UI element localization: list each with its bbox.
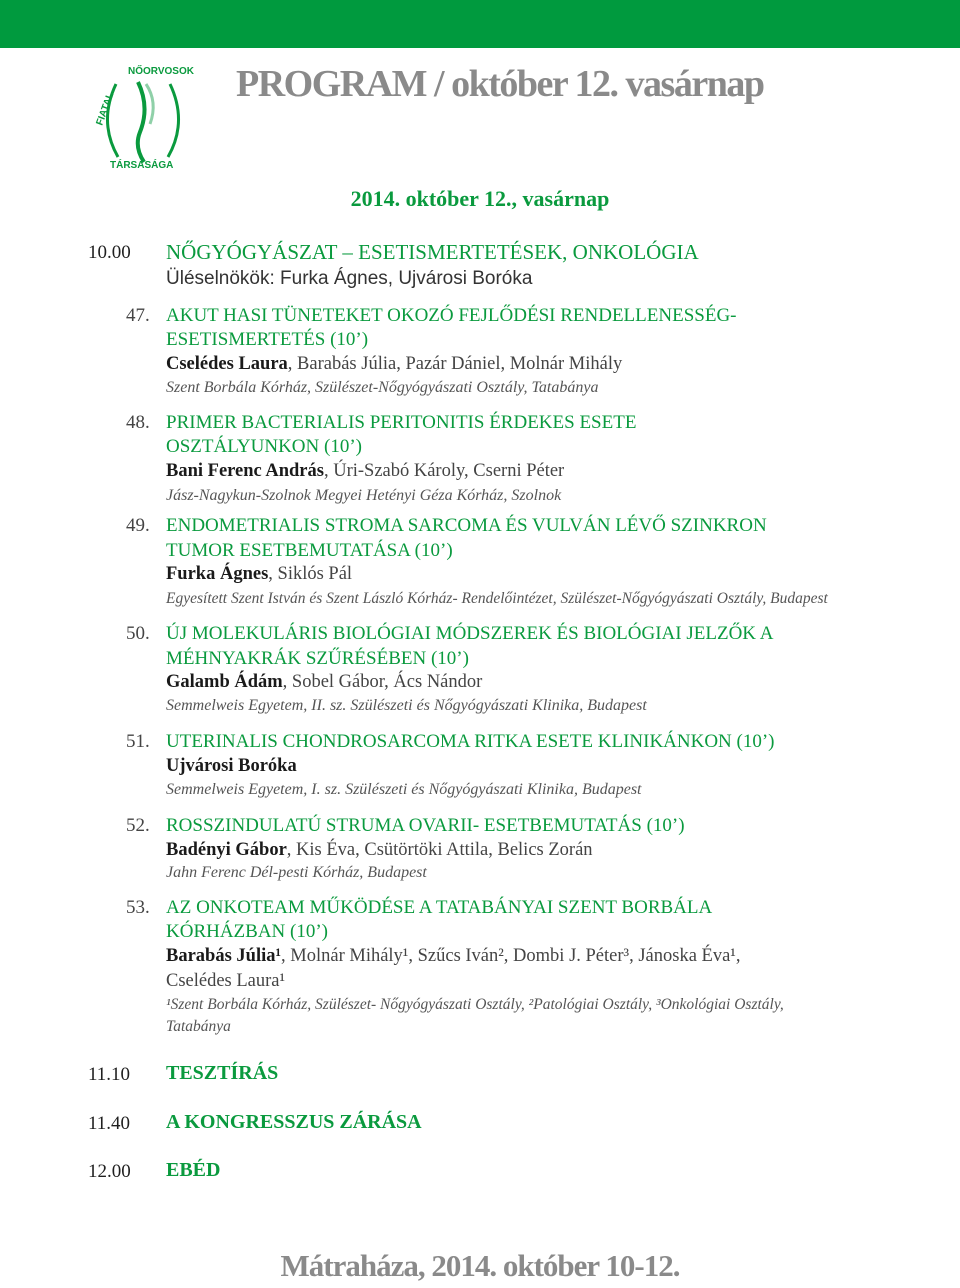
closing-time: 11.40	[88, 1113, 131, 1134]
talk-number: 49.	[126, 515, 150, 536]
talk-number: 47.	[126, 305, 150, 326]
svg-text:FIATAL: FIATAL	[94, 91, 117, 128]
talk-institution: Szent Borbála Kórház, Szülészet-Nőgyógyászati Osztály, Tatabánya	[166, 379, 599, 396]
footer-venue: Mátraháza, 2014. október 10-12.	[280, 1248, 680, 1283]
talk-institution-line2: Tatabánya	[166, 1018, 231, 1035]
date-heading: 2014. október 12., vasárnap	[350, 186, 610, 211]
talk-authors: Bani Ferenc András, Úri-Szabó Károly, Cserni Péter	[166, 461, 565, 481]
talk-title: ROSSZINDULATÚ STRUMA OVARII- ESETBEMUTATÁS (10’)	[166, 815, 685, 836]
talk-title-line2: MÉHNYAKRÁK SZŰRÉSÉBEN (10’)	[166, 648, 469, 669]
talk-institution: Egyesített Szent István és Szent László Kórház- Rendelőintézet, Szülészet-Nőgyógyászati Osztály, Budapest	[166, 590, 828, 607]
talk-title-line2: TUMOR ESETBEMUTATÁSA (10’)	[166, 540, 453, 561]
closing-time: 12.00	[88, 1161, 131, 1182]
presenter: Barabás Júlia¹	[166, 946, 282, 966]
talk-institution: ¹Szent Borbála Kórház, Szülészet- Nőgyógyászati Osztály, ²Patológiai Osztály, ³Onkológiai Osztály,	[166, 996, 784, 1013]
talk-number: 53.	[126, 897, 150, 918]
closing-item: A KONGRESSZUS ZÁRÁSA	[166, 1111, 422, 1133]
society-logo	[88, 62, 198, 172]
talk-title: ENDOMETRIALIS STROMA SARCOMA ÉS VULVÁN LÉVŐ SZINKRON	[166, 515, 767, 536]
talk-institution: Semmelweis Egyetem, II. sz. Szülészeti és Nőgyógyászati Klinika, Budapest	[166, 697, 647, 714]
presenter: Badényi Gábor	[166, 840, 287, 860]
talk-title-line2: KÓRHÁZBAN (10’)	[166, 921, 329, 942]
talk-authors-line2: Cselédes Laura¹	[166, 971, 286, 991]
session-title: NŐGYÓGYÁSZAT – ESETISMERTETÉSEK, ONKOLÓGIA	[166, 240, 699, 264]
session-chairs: Üléselnökök: Furka Ágnes, Ujvárosi Boróka	[166, 268, 533, 289]
closing-item: EBÉD	[166, 1159, 221, 1181]
talk-authors: Barabás Júlia¹, Molnár Mihály¹, Szűcs Iván², Dombi J. Péter³, Jánoska Éva¹,	[166, 946, 741, 966]
talk-authors: Cselédes Laura, Barabás Júlia, Pazár Dániel, Molnár Mihály	[166, 354, 623, 374]
talk-title: AKUT HASI TÜNETEKET OKOZÓ FEJLŐDÉSI RENDELLENESSÉG-	[166, 305, 737, 326]
talk-title-line2: OSZTÁLYUNKON (10’)	[166, 436, 362, 457]
top-green-bar	[0, 0, 960, 48]
svg-text:TÁRSASÁGA: TÁRSASÁGA	[110, 160, 174, 171]
talk-title: AZ ONKOTEAM MŰKÖDÉSE A TATABÁNYAI SZENT BORBÁLA	[166, 897, 713, 918]
talk-authors: Galamb Ádám, Sobel Gábor, Ács Nándor	[166, 672, 483, 692]
talk-institution: Semmelweis Egyetem, I. sz. Szülészeti és Nőgyógyászati Klinika, Budapest	[166, 781, 642, 798]
presenter: Ujvárosi Boróka	[166, 756, 297, 776]
closing-time: 11.10	[88, 1064, 131, 1085]
talk-number: 48.	[126, 412, 150, 433]
talk-title-line2: ESETISMERTETÉS (10’)	[166, 329, 369, 350]
talk-number: 51.	[126, 731, 150, 752]
talk-number: 50.	[126, 623, 150, 644]
presenter: Bani Ferenc András	[166, 461, 324, 481]
page-title: PROGRAM / október 12. vasárnap	[236, 63, 764, 105]
session-time: 10.00	[88, 242, 131, 263]
talk-authors	[166, 756, 297, 777]
svg-text:NŐORVOSOK: NŐORVOSOK	[128, 66, 194, 77]
talk-authors: Badényi Gábor, Kis Éva, Csütörtöki Attila, Belics Zorán	[166, 840, 593, 860]
presenter: Furka Ágnes	[166, 564, 269, 584]
talk-title: PRIMER BACTERIALIS PERITONITIS ÉRDEKES ESETE	[166, 412, 637, 433]
talk-title: UTERINALIS CHONDROSARCOMA RITKA ESETE KLINIKÁNKON (10’)	[166, 731, 775, 752]
closing-item: TESZTÍRÁS	[166, 1062, 279, 1084]
talk-number: 52.	[126, 815, 150, 836]
talk-authors: Furka Ágnes, Siklós Pál	[166, 564, 353, 584]
talk-institution: Jász-Nagykun-Szolnok Megyei Hetényi Géza Kórház, Szolnok	[166, 487, 562, 504]
presenter: Cselédes Laura	[166, 354, 288, 374]
talk-institution: Jahn Ferenc Dél-pesti Kórház, Budapest	[166, 864, 427, 881]
presenter: Galamb Ádám	[166, 672, 283, 692]
talk-title: ÚJ MOLEKULÁRIS BIOLÓGIAI MÓDSZEREK ÉS BIOLÓGIAI JELZŐK A	[166, 623, 774, 644]
